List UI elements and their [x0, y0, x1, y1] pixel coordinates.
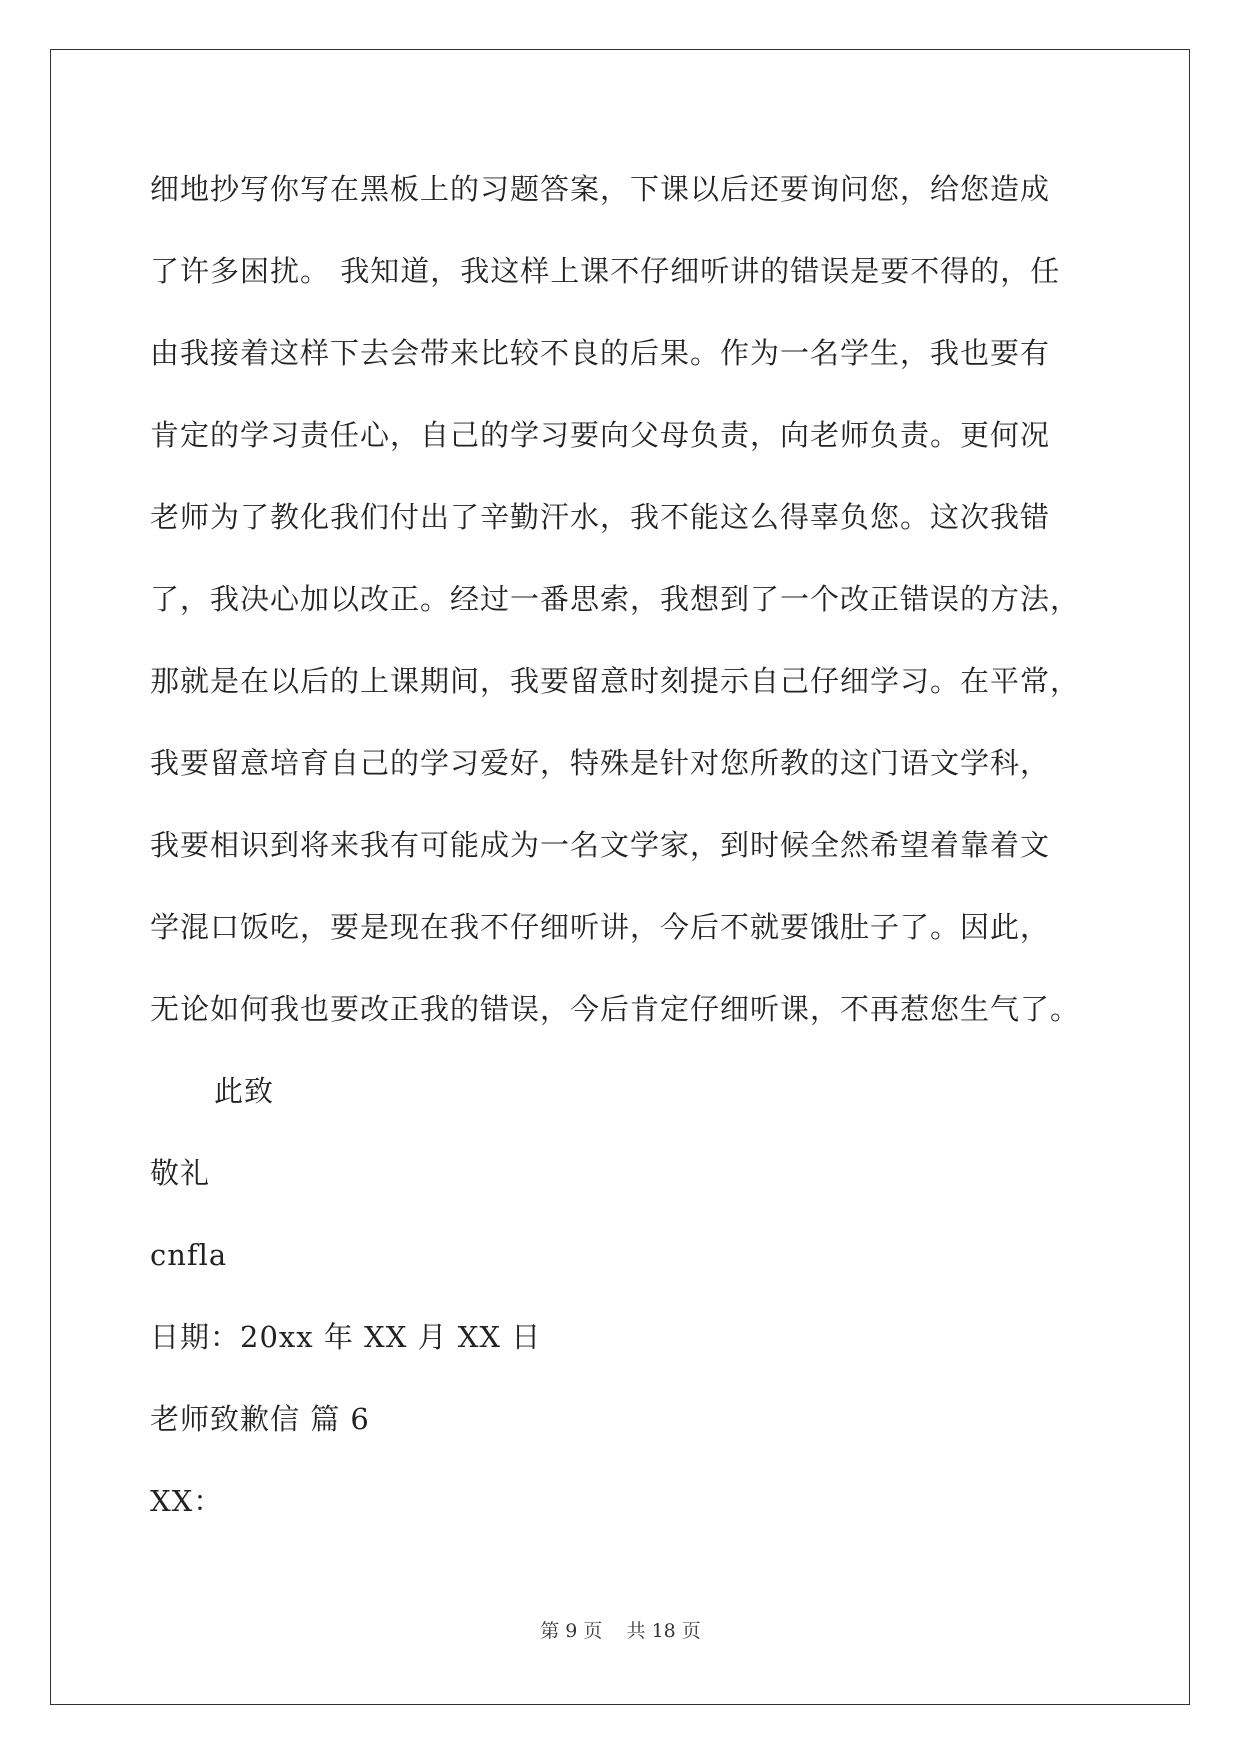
page-number-label: 第 9 页 共 18 页	[540, 1620, 701, 1642]
closing-zhi: 此致	[214, 1074, 275, 1108]
body-line-8: 我要留意培育自己的学习爱好，特殊是针对您所教的这门语文学科，	[150, 746, 1051, 780]
section-title: 老师致歉信 篇 6	[150, 1402, 370, 1436]
page-footer	[0, 1616, 1241, 1643]
body-line-4: 肯定的学习责任心，自己的学习要向父母负责，向老师负责。更何况	[150, 418, 1051, 452]
body-line-2: 了许多困扰。 我知道，我这样上课不仔细听讲的错误是要不得的，任	[150, 254, 1061, 288]
body-line-3: 由我接着这样下去会带来比较不良的后果。作为一名学生，我也要有	[150, 336, 1051, 370]
closing-jingli: 敬礼	[150, 1156, 211, 1190]
body-line-9: 我要相识到将来我有可能成为一名文学家，到时候全然希望着靠着文	[150, 828, 1051, 862]
body-line-1: 细地抄写你写在黑板上的习题答案，下课以后还要询问您，给您造成	[150, 172, 1051, 206]
document-body	[150, 160, 1110, 1554]
date-line: 日期：20xx 年 XX 月 XX 日	[150, 1320, 542, 1354]
body-line-7: 那就是在以后的上课期间，我要留意时刻提示自己仔细学习。在平常，	[150, 664, 1081, 698]
signature: cnfla	[150, 1238, 228, 1272]
body-line-11: 无论如何我也要改正我的错误，今后肯定仔细听课，不再惹您生气了。	[150, 992, 1081, 1026]
body-line-5: 老师为了教化我们付出了辛勤汗水，我不能这么得辜负您。这次我错	[150, 500, 1051, 534]
body-line-10: 学混口饭吃，要是现在我不仔细听讲，今后不就要饿肚子了。因此，	[150, 910, 1051, 944]
body-line-6: 了，我决心加以改正。经过一番思索，我想到了一个改正错误的方法，	[150, 582, 1081, 616]
salutation: XX：	[150, 1484, 224, 1518]
